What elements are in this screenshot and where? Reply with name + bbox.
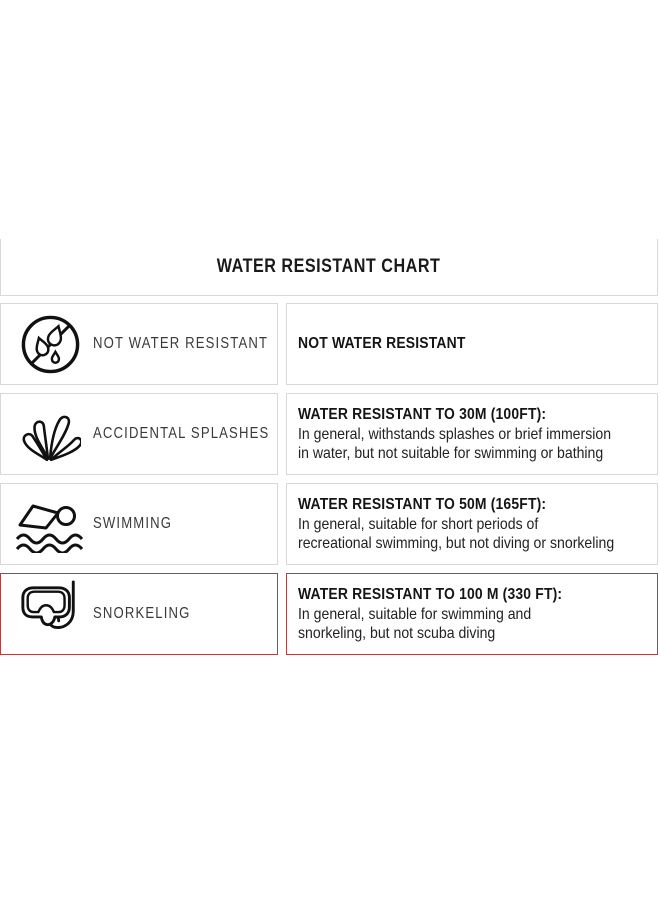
description-cell [286,393,658,475]
swimmer-icon [13,495,87,553]
description-line: in water, but not suitable for swimming or bathing [298,445,604,462]
description-heading: WATER RESISTANT TO 100 M (330 FT): [298,586,563,603]
table-row [0,303,658,385]
description-heading: NOT WATER RESISTANT [298,335,466,352]
description-cell [286,573,658,655]
snorkel-mask-icon [13,579,87,649]
no-water-icon [13,312,87,377]
table-row [0,483,658,565]
description-heading: WATER RESISTANT TO 50M (165FT): [298,496,547,513]
activity-label: NOT WATER RESISTANT [93,335,269,352]
activity-label: SWIMMING [93,515,173,532]
description-heading: WATER RESISTANT TO 30M (100FT): [298,406,547,423]
activity-label: SNORKELING [93,605,191,622]
activity-cell [0,483,278,565]
activity-cell [0,303,278,385]
description-line: In general, suitable for swimming and [298,606,532,623]
activity-cell [0,393,278,475]
description-cell [286,483,658,565]
activity-label: ACCIDENTAL SPLASHES [93,425,270,442]
description-cell [286,303,658,385]
activity-cell [0,573,278,655]
description-line: In general, suitable for short periods of [298,516,539,533]
chart-title-box [0,239,658,296]
table-row [0,573,658,655]
table-row [0,393,658,475]
page-title: WATER RESISTANT CHART [217,256,441,277]
water-resistant-chart [0,239,658,663]
description-line: snorkeling, but not scuba diving [298,625,496,642]
description-line: In general, withstands splashes or brief immersion [298,426,612,443]
description-line: recreational swimming, but not diving or snorkeling [298,535,615,552]
splashes-icon [13,403,87,465]
